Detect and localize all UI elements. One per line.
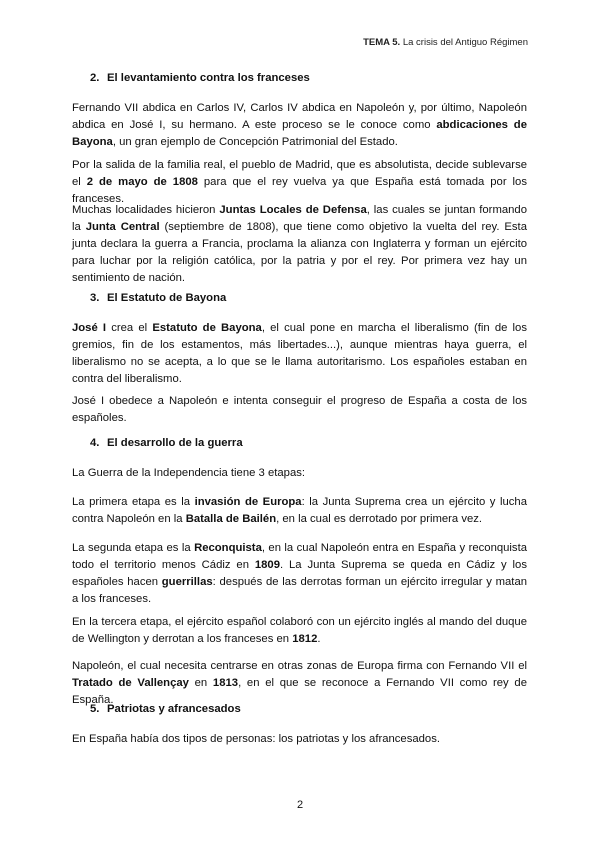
bold-text-run: 1809 <box>254 559 280 571</box>
text-run: Por la salida de la familia real, el pueblo de Madrid, que es absolutista, decide sublevarse el <box>72 159 527 188</box>
bold-text-run: Juntas Locales de Defensa <box>219 204 367 216</box>
text-run: La Guerra de la Independencia tiene 3 etapas: <box>72 467 306 479</box>
bold-text-run: invasión de Europa <box>194 496 302 508</box>
text-run: En España había dos tipos de personas: los patriotas y los afrancesados. <box>72 733 441 745</box>
bold-text-run: guerrillas <box>161 576 213 588</box>
section-title: Patriotas y afrancesados <box>107 703 241 715</box>
bold-text-run: abdicaciones de Bayona <box>72 119 527 148</box>
paragraph <box>72 157 527 208</box>
paragraph <box>72 494 527 528</box>
text-run: , en la cual es derrotado por primera vez. <box>276 513 483 525</box>
bold-text-run: 1813 <box>212 677 239 689</box>
text-run: , un gran ejemplo de Concepción Patrimonial del Estado. <box>112 136 398 148</box>
text-run: crea el <box>106 322 153 334</box>
section-heading-2 <box>90 72 310 84</box>
text-run: La primera etapa es la <box>72 496 195 508</box>
page-header <box>363 37 528 48</box>
text-run: para que el rey vuelva ya que España está tomada por los franceses. <box>72 176 527 205</box>
text-run: Napoleón, el cual necesita centrarse en otras zonas de Europa firma con Fernando VII el <box>72 660 527 672</box>
bold-text-run: Estatuto de Bayona <box>152 322 262 334</box>
paragraph <box>72 658 527 709</box>
bold-text-run: Junta Central <box>85 221 160 233</box>
bold-text-run: Reconquista <box>194 542 262 554</box>
text-run: : la Junta Suprema crea un ejército y lucha contra Napoleón en la <box>72 496 527 525</box>
text-run: Fernando VII abdica en Carlos IV, Carlos IV abdica en Napoleón y, por último, Napoleón abdica en José I, su hermano. A este proceso se le conoce como <box>72 102 527 131</box>
paragraph <box>72 320 527 388</box>
section-number: 3. <box>90 292 100 304</box>
bold-text-run: 1812 <box>292 633 318 645</box>
page-number: 2 <box>296 799 304 811</box>
section-title: El Estatuto de Bayona <box>107 292 227 304</box>
text-run: en <box>188 677 213 689</box>
paragraph <box>72 465 527 482</box>
text-run: , en la cual Napoleón entra en España y reconquista todo el territorio menos Cádiz en <box>72 542 527 571</box>
paragraph <box>72 393 527 427</box>
paragraph <box>72 731 527 748</box>
bold-text-run: 2 de mayo de 1808 <box>86 176 198 188</box>
paragraph <box>72 540 527 608</box>
text-run: . La Junta Suprema se queda en Cádiz y los españoles hacen <box>72 559 527 588</box>
paragraph <box>72 614 527 648</box>
text-run: , las cuales se juntan formando la <box>72 204 527 233</box>
paragraph <box>72 100 527 151</box>
section-title: El levantamiento contra los franceses <box>107 72 310 84</box>
text-run: (septiembre de 1808), que tiene como objetivo la vuelta del rey. Esta junta declara la guerra a Francia, proclama la alianza con Inglaterra y forman un ejército para luchar por la religión católica, por la patria y por el rey. Por primera vez hay un sentimiento de nación. <box>72 221 527 284</box>
text-run: , en el que se reconoce a Fernando VII como rey de España. <box>72 677 527 706</box>
section-heading-3 <box>90 292 226 304</box>
text-run: La segunda etapa es la <box>72 542 195 554</box>
bold-text-run: José I <box>72 322 107 334</box>
section-title: El desarrollo de la guerra <box>107 437 243 449</box>
section-number: 5. <box>90 703 100 715</box>
text-run: , el cual pone en marcha el liberalismo (fin de los gremios, fin de los estamentos, más libertades...), aunque mientras haya guerra, el liberalismo no se acepta, a lo que se le llama autoritarismo. Los españoles estaban en contra del liberalismo. <box>72 322 527 385</box>
bold-text-run: Tratado de Vallençay <box>72 677 189 689</box>
text-run: Muchas localidades hicieron <box>72 204 220 216</box>
section-number: 2. <box>90 72 100 84</box>
section-heading-4 <box>90 437 243 449</box>
text-run: . <box>317 633 321 645</box>
paragraph <box>72 202 527 287</box>
section-heading-5 <box>90 703 241 715</box>
header-title: La crisis del Antiguo Régimen <box>402 37 528 48</box>
header-tema-label: TEMA 5. <box>363 37 401 48</box>
text-run: José I obedece a Napoleón e intenta conseguir el progreso de España a costa de los españoles. <box>72 395 527 424</box>
text-run: En la tercera etapa, el ejército español colaboró con un ejército inglés al mando del duque de Wellington y derrotan a los franceses en <box>72 616 527 645</box>
text-run: : después de las derrotas forman un ejército irregular y matan a los franceses. <box>72 576 528 605</box>
bold-text-run: Batalla de Bailén <box>185 513 277 525</box>
section-number: 4. <box>90 437 100 449</box>
